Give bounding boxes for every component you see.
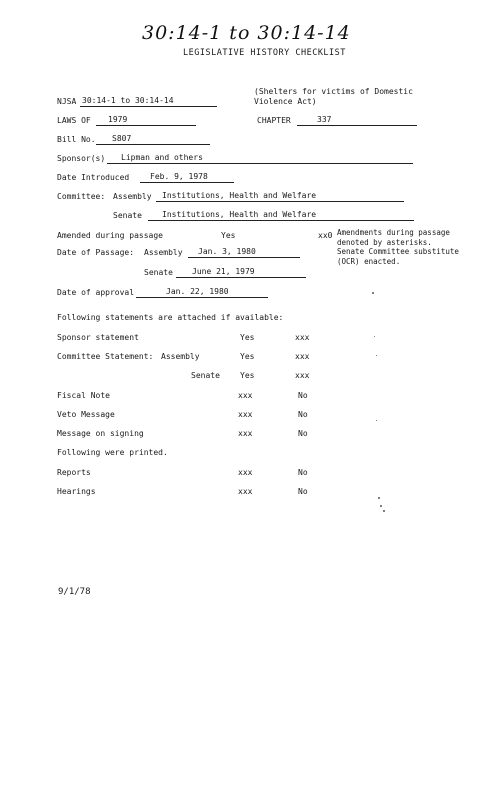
scan-speck [374, 336, 375, 337]
sponsor-label: Sponsor(s) [57, 154, 106, 163]
date-introduced-label: Date Introduced [57, 173, 130, 182]
sponsor-field [107, 153, 413, 164]
bill-no-label: Bill No. [57, 135, 96, 144]
printed-yes: xxx [238, 468, 253, 477]
statement-label: Veto Message [57, 410, 115, 419]
committee-senate-value: Institutions, Health and Welfare [148, 210, 414, 221]
statement-label: Sponsor statement [57, 333, 139, 342]
handwritten-title: 30:14-1 to 30:14-14 [142, 22, 351, 44]
laws-of-field [96, 115, 196, 126]
statement-no: No [298, 429, 308, 438]
statement-yes: Yes [240, 352, 255, 361]
statement-yes: xxx [238, 429, 253, 438]
statement-no: xxx [295, 333, 310, 342]
njsa-field [80, 96, 217, 107]
statement-no: xxx [295, 371, 310, 380]
following-attached-heading: Following statements are attached if available: [57, 313, 284, 322]
committee-assembly-value: Institutions, Health and Welfare [156, 191, 404, 202]
sponsor-value: Lipman and others [107, 153, 413, 164]
passage-assembly-value: Jan. 3, 1980 [188, 247, 300, 258]
printed-no: No [298, 487, 308, 496]
date-of-passage-label: Date of Passage: [57, 248, 135, 257]
statement-label: Committee Statement: [57, 352, 154, 361]
statement-sub-label: Assembly [161, 352, 200, 361]
amended-label: Amended during passage [57, 231, 163, 240]
laws-of-value: 1979 [96, 115, 196, 126]
statement-no: No [298, 410, 308, 419]
njsa-value: 30:14-1 to 30:14-14 [80, 96, 217, 107]
printed-no: No [298, 468, 308, 477]
passage-senate-label: Senate [144, 268, 173, 277]
date-introduced-field [140, 172, 234, 183]
statement-yes: Yes [240, 333, 255, 342]
passage-assembly-field [188, 247, 300, 258]
scan-speck [380, 505, 382, 507]
statement-yes: xxx [238, 391, 253, 400]
printed-label: Hearings [57, 487, 96, 496]
following-printed-heading: Following were printed. [57, 448, 168, 457]
amendments-note: Amendments during passage denoted by asterisks. Senate Committee substitute (OCR) enacted. [337, 228, 459, 266]
footer-date: 9/1/78 [58, 587, 91, 597]
chapter-value: 337 [297, 115, 417, 126]
statement-label: Message on signing [57, 429, 144, 438]
bill-no-value: S807 [96, 134, 210, 145]
committee-assembly-label: Assembly [113, 192, 152, 201]
scan-speck [378, 497, 380, 499]
page-title: LEGISLATIVE HISTORY CHECKLIST [183, 48, 346, 58]
printed-yes: xxx [238, 487, 253, 496]
date-introduced-value: Feb. 9, 1978 [140, 172, 234, 183]
statement-no: No [298, 391, 308, 400]
committee-senate-field [148, 210, 414, 221]
statement-sub-label: Senate [191, 371, 220, 380]
njsa-label: NJSA [57, 97, 77, 106]
scan-speck [376, 420, 377, 421]
statement-yes: xxx [238, 410, 253, 419]
scan-speck [372, 292, 374, 294]
date-of-approval-field [136, 287, 268, 298]
statement-yes: Yes [240, 371, 255, 380]
laws-of-label: LAWS OF [57, 116, 91, 125]
amended-no: xx0 [318, 231, 333, 240]
committee-label: Committee: [57, 192, 106, 201]
scan-speck [383, 510, 385, 512]
bill-no-field [96, 134, 210, 145]
passage-senate-field [176, 267, 306, 278]
act-description: (Shelters for victims of Domestic Violence Act) [254, 87, 413, 106]
chapter-field [297, 115, 417, 126]
committee-assembly-field [156, 191, 404, 202]
passage-assembly-label: Assembly [144, 248, 183, 257]
chapter-label: CHAPTER [257, 116, 291, 125]
amended-yes: Yes [221, 231, 236, 240]
statement-label: Fiscal Note [57, 391, 110, 400]
scan-speck [376, 355, 377, 356]
statement-no: xxx [295, 352, 310, 361]
date-of-approval-value: Jan. 22, 1980 [136, 287, 268, 298]
date-of-approval-label: Date of approval [57, 288, 135, 297]
committee-senate-label: Senate [113, 211, 142, 220]
printed-label: Reports [57, 468, 91, 477]
passage-senate-value: June 21, 1979 [176, 267, 306, 278]
